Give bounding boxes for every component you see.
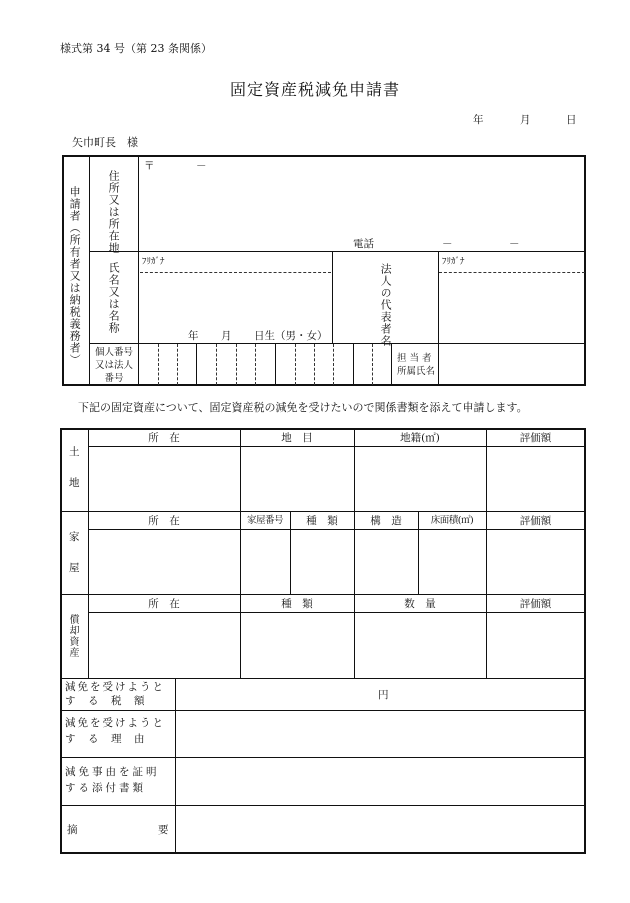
house-header-floor-area: 床面積(㎡) bbox=[430, 515, 474, 526]
furigana-label-2: ﾌﾘｶﾞﾅ bbox=[442, 257, 465, 267]
id-label-1: 個人番号 bbox=[94, 347, 133, 358]
postal-dash: － bbox=[196, 160, 207, 172]
birth-year: 年 bbox=[188, 330, 199, 342]
page-title: 固定資産税減免申請書 bbox=[230, 80, 401, 99]
summary-label-1: 摘 bbox=[67, 824, 78, 836]
id-label-2: 又は法人 bbox=[94, 360, 133, 371]
date-year: 年 bbox=[473, 114, 484, 126]
docs-label-1: 減免事由を証明 bbox=[65, 766, 160, 778]
reason-label-1: 減免を受けようと bbox=[65, 717, 165, 729]
furigana-label: ﾌﾘｶﾞﾅ bbox=[142, 257, 165, 267]
id-label-3: 番号 bbox=[104, 373, 124, 384]
depreciable-label: 償却資産 bbox=[67, 614, 78, 658]
birth-day-sex: 日生（男・女） bbox=[254, 330, 328, 342]
applicant-side-label: 申請者（所有者又は納税義務者） bbox=[68, 186, 82, 366]
land-header-area: 地籍(㎡) bbox=[400, 432, 440, 444]
house-header-number: 家屋番号 bbox=[246, 515, 283, 526]
amount-label-2: す る 税 額 bbox=[65, 695, 146, 707]
depreciable-header-type: 種 類 bbox=[281, 598, 313, 610]
yen-unit: 円 bbox=[378, 689, 389, 701]
house-header-type: 種 類 bbox=[306, 515, 338, 527]
docs-label-2: する添付書類 bbox=[65, 782, 146, 794]
statement: 下記の固定資産について、固定資産税の減免を受けたいので関係書類を添えて申請します。 bbox=[78, 401, 528, 414]
land-label-2: 地 bbox=[69, 477, 80, 489]
addressee: 矢巾町長 様 bbox=[72, 136, 138, 149]
amount-label-1: 減免を受けようと bbox=[65, 681, 165, 693]
depreciable-header-quantity: 数 量 bbox=[404, 598, 436, 610]
name-label: 氏名又は名称 bbox=[107, 262, 121, 334]
land-header-category: 地 目 bbox=[281, 432, 313, 444]
postal-mark: 〒 bbox=[144, 160, 155, 172]
phone-dash-2: － bbox=[509, 238, 520, 250]
house-label-1: 家 bbox=[69, 531, 80, 543]
land-label-1: 土 bbox=[69, 446, 80, 458]
date-day: 日 bbox=[566, 114, 577, 126]
depreciable-header-value: 評価額 bbox=[519, 598, 552, 610]
house-header-location: 所 在 bbox=[148, 515, 180, 527]
phone-dash-1: － bbox=[442, 238, 453, 250]
staff-label-1: 担 当 者 bbox=[397, 353, 432, 364]
land-header-value: 評価額 bbox=[519, 432, 552, 444]
depreciable-header-location: 所 在 bbox=[148, 598, 180, 610]
form-number: 様式第 34 号（第 23 条関係） bbox=[60, 42, 212, 55]
representative-label: 法人の代表者名 bbox=[379, 263, 393, 347]
applicant-box bbox=[62, 155, 586, 386]
staff-label-2: 所属氏名 bbox=[397, 366, 436, 377]
phone-label: 電話 bbox=[353, 238, 374, 250]
address-label: 住所又は所在地 bbox=[107, 170, 121, 254]
house-label-2: 屋 bbox=[69, 562, 80, 574]
house-header-structure: 構 造 bbox=[370, 515, 402, 527]
date-month: 月 bbox=[520, 114, 531, 126]
summary-label-2: 要 bbox=[158, 824, 169, 836]
house-header-value: 評価額 bbox=[519, 515, 552, 527]
birth-month: 月 bbox=[221, 330, 232, 342]
land-header-location: 所 在 bbox=[148, 432, 180, 444]
reason-label-2: す る 理 由 bbox=[65, 733, 146, 745]
